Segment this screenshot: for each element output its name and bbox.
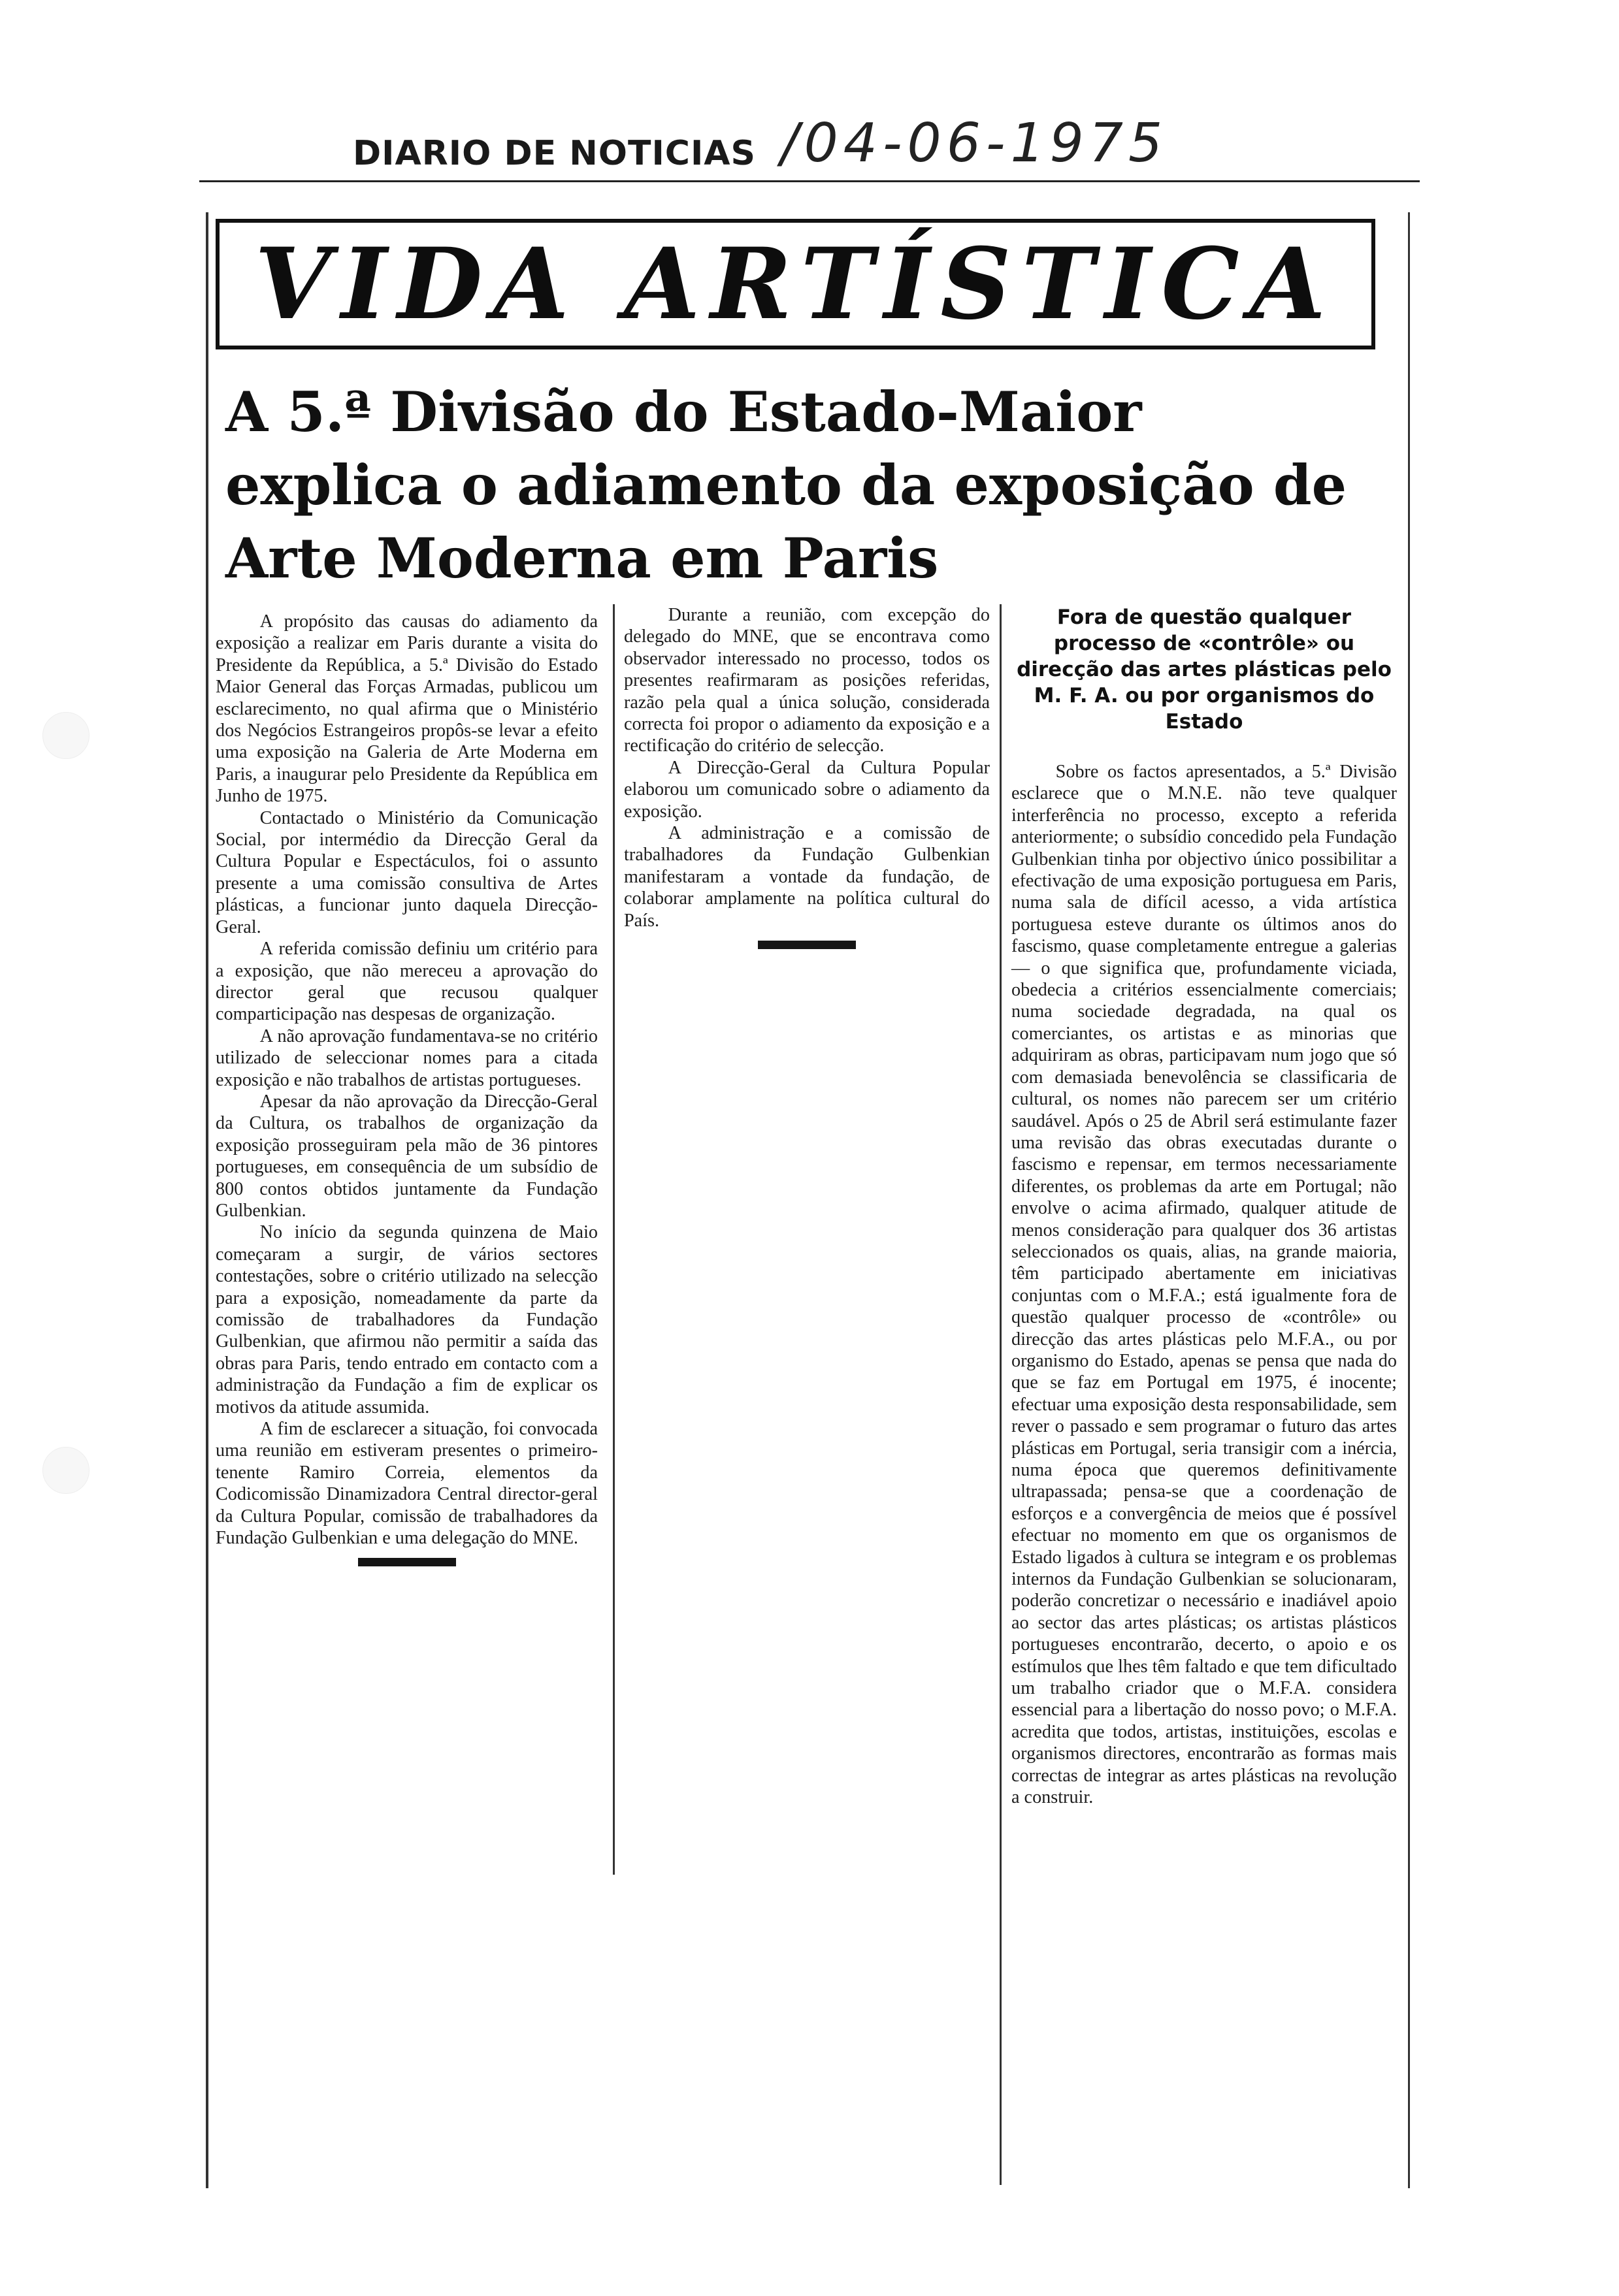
col2-paragraph-1: Durante a reunião, com excepção do delegado do MNE, que se encontrava como observador interessado no processo, todos os presentes reafirmaram as posições referidas, razão pela qual a única solução, considerada correcta foi propor o adiamento da exposição e a rectificação do critério de selecção. [624, 605, 990, 756]
col1-paragraph-3: A referida comissão definiu um critério para a exposição, que não mereceu a aprovação do director geral que recusou qualquer comparticipação nas despesas de organização. [216, 939, 598, 1025]
article-column-3 [1011, 604, 1397, 1809]
masthead-rule [199, 180, 1420, 182]
col1-paragraph-6: No início da segunda quinzena de Maio começaram a surgir, de vários sectores contestações, sobre o critério utilizado na selecção para a exposição, nomeadamente da parte da comissão de trabalhadores da Fundação Gulbenkian, que afirmou não permitir a saída das obras para Paris, tendo entrado em contacto com a administração da Fundação a fim de explicar os motivos da atitude assumida. [216, 1222, 598, 1417]
newspaper-masthead: DIARIO DE NOTICIAS [353, 134, 756, 173]
column-rule-right [1000, 604, 1002, 2185]
article-column-2 [624, 604, 990, 949]
col1-paragraph-5: Apesar da não aprovação da Direcção-Geral da Cultura, os trabalhos de organização da exposição prosseguiram pela mão de 36 pintores portugueses, em consequência de um subsídio de 800 contos obtidos juntamente da Fundação Gulbenkian. [216, 1091, 598, 1221]
section-title: VIDA ARTÍSTICA [254, 227, 1337, 342]
article-headline: A 5.ª Divisão do Estado-Maior explica o adiamento da exposição de Arte Moderna em Paris [225, 380, 1347, 590]
column-subheading: Fora de questão qualquer processo de «contrôle» ou direcção das artes plásticas pelo M. F. A. ou por organismos do Estado [1017, 606, 1392, 734]
frame-rule-right [1408, 212, 1410, 2188]
handwritten-date: /04-06-1975 [781, 112, 1168, 174]
end-of-column-mark [358, 1558, 456, 1566]
section-header-box [216, 219, 1375, 349]
col2-paragraph-2: A Direcção-Geral da Cultura Popular elaborou um comunicado sobre o adiamento da exposição. [624, 757, 990, 822]
col3-paragraph-1: Sobre os factos apresentados, a 5.ª Divisão esclarece que o M.N.E. não teve qualquer interferência no processo, excepto a referida anteriormente; o subsídio concedido pela Fundação Gulbenkian tinha por objectivo único possibilitar a efectivação de uma exposição portuguesa em Paris, numa sala de difícil acesso, a vida artística portuguesa esteve durante os últimos anos do fascismo, quase completamente entregue a galerias — o que significa que, profundamente viciada, obedecia a critérios essencialmente comerciais; numa sociedade degradada, na qual os comerciantes, os artistas e as minorias que adquiriram as obras, participavam num jogo que só com demasiada benevolência se classificaria de cultural, os nomes não parecem ser um critério saudável. Após o 25 de Abril será estimulante fazer uma revisão das obras executadas durante o fascismo e repensar, em termos necessariamente diferentes, os problemas da arte em Portugal; não envolve o acima afirmado, qualquer atitude de menos consideração para qualquer dos 36 artistas seleccionados os quais, alias, na grande maioria, têm participado abertamente em iniciativas conjuntas com o M.F.A.; está igualmente fora de questão qualquer processo de «contrôle» ou direcção das artes plásticas pelo M.F.A., ou por organismo do Estado, apenas se pensa que nada do que se faz em Portugal em 1975, é inocente; efectuar uma exposição desta responsabilidade, sem rever o passado e sem programar o futuro das artes plásticas em Portugal, seria transigir com a inércia, numa época que queremos definitivamente ultrapassada; pensa-se que a coordenação de esforços e a convergência de meios que é possível efectuar no momento em que os organismos de Estado ligados à cultura se integram e os problemas internos da Fundação Gulbenkian se solucionaram, poderão concretizar o necessário e inadiável apoio ao sector das artes plásticas; os artistas plásticos portugueses encontrarão, decerto, o apoio e os estímulos que lhes têm faltado e que tem dificultado um trabalho criador que o M.F.A. considera essencial para a libertação do nosso povo; o M.F.A. acredita que todos, artistas, instituições, escolas e organismos directores, encontrarão as formas mais correctas de integrar as artes plásticas na revolução a construir. [1011, 762, 1397, 1808]
col2-paragraph-3: A administração e a comissão de trabalhadores da Fundação Gulbenkian manifestaram a vontade da fundação, de colaborar amplamente na política cultural do País. [624, 823, 990, 931]
col1-paragraph-2: Contactado o Ministério da Comunicação Social, por intermédio da Direcção Geral da Cultura Popular e Espectáculos, foi o assunto presente a uma comissão consultiva de Artes plásticas, a funcionar junto daquela Direcção-Geral. [216, 807, 598, 937]
col1-paragraph-1: A propósito das causas do adiamento da exposição a realizar em Paris durante a visita do Presidente da República, a 5.ª Divisão do Estado Maior General das Forças Armadas, publicou um esclarecimento, no qual afirma que o Ministério dos Negócios Estrangeiros propôs-se levar a efeito uma exposição na Galeria de Arte Moderna em Paris, a inaugurar pelo Presidente da República em Junho de 1975. [216, 611, 598, 807]
end-of-column-mark [758, 941, 856, 949]
punch-hole-bottom [42, 1447, 90, 1494]
article-column-1 [216, 611, 598, 1566]
col1-paragraph-4: A não aprovação fundamentava-se no critério utilizado de seleccionar nomes para a citada exposição e não trabalhos de artistas portugueses. [216, 1026, 598, 1090]
col1-paragraph-7: A fim de esclarecer a situação, foi convocada uma reunião em estiveram presentes o primeiro-tenente Ramiro Correia, elementos da Codicomissão Dinamizadora Central director-geral da Cultura Popular, comissão de trabalhadores da Fundação Gulbenkian e uma delegação do MNE. [216, 1419, 598, 1549]
punch-hole-top [42, 712, 90, 759]
column-rule-left [613, 604, 615, 1875]
